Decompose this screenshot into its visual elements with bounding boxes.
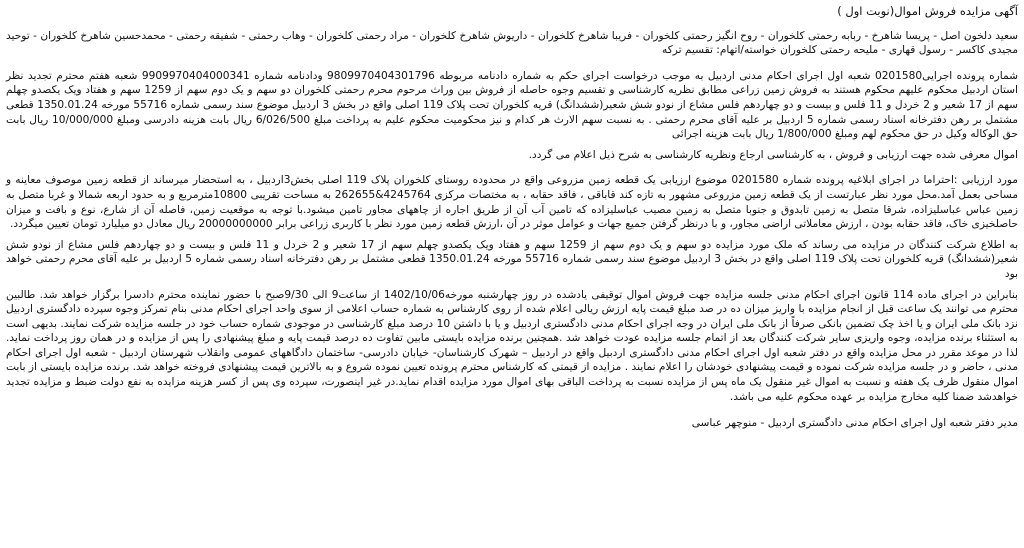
appraisal-paragraph: مورد ارزیابی :احتراما در اجرای ابلاغیه پرونده شماره 0201580 موضوع ارزیابی یک قطعه زمین مزروعی واقع در محدوده روستای کلخوران پلاک 119 اصلی بخش3اردبیل ، به استحضار میرساند از قطعه زمین موصوف معاینه و مساحی بعمل آمد.محل مورد نظر عبارتست از یک قطعه زمین مزروعی مشهور به تازه کند قاباقی ، فاقد حقابه ، به مختصات مرکزی 4245764&262655 به مساحت تقریبی 10800مترمربع و به حدود اربعه شمالا و غربا متصل به زمین عباس عباسلیزاده، شرقا متصل به زمین تابدوق و جنوبا متصل به زمین مصیب عباسلیزاده که تامین آب آن از طریق اجاره از چاههای مجاور تامین میشود.با توجه به موقعیت زمین، فاصله آن از شارع، نوع و بافت و میزان حاصلخیزی خاک، فاقد حقابه بودن ، ارزش معاملاتی اراضی مجاور، و با درنظر گرفتن جمیع جهات و عوامل موثر در آن ،ارزش قطعه زمین مورد نظر با کاربری زراعی برابر 20000000000 ریال معادل دو میلیارد تومان تعیین میگردد. bbox=[6, 174, 1018, 231]
parties-paragraph: سعید دلخون اصل - پریسا شاهرخ - ربابه رحمتی کلخوران - روح انگیز رحمتی کلخوران - فریبا شاهرخ کلخوران - داریوش شاهرخ کلخوران - مراد رحمتی کلخوران - وهاب رحمتی - شفیقه رحمتی - محمدحسین شاهرخ کلخوران - توحید مجیدی کاکسر - رسول قهاری - ملیحه رحمتی کلخوران خواسته/اتهام: تقسیم ترکه bbox=[6, 29, 1018, 57]
notice-title: آگهی مزایده فروش اموال(نوبت اول ) bbox=[837, 4, 1018, 18]
case-paragraph: شماره پرونده اجرایی0201580 شعبه اول اجرای احکام مدنی اردبیل به موجب درخواست اجرای حکم به شماره دادنامه مربوطه 9809970404301796 ودادنامه شماره 9909970404000341 شعبه هفتم محترم تجدید نظر استان اردبیل محکوم علیهم محکوم هستند به فروش زمین زراعی مطابق نظریه کارشناسی و تقسیم وجوه حاصله از فروش بین وراث مرحوم محرم رحمتی کلخوران دو سهم و یک دوم سهم از 1259 سهم و هفتاد ویک یکصدو چهلم سهم از 17 شعیر و 2 خردل و 11 فلس و بیست و دو چهاردهم فلس مشاع از نودو شش شعیر(ششدانگ) قریه کلخوران تحت پلاک 119 اصلی واقع در بخش 3 اردبیل موضوع سند رسمی شماره 55716 مورخه 1350.01.24 قطعی مشتمل بر رهن دفترخانه اسناد رسمی شماره 5 اردبیل بر علیه آقای محرم رحمتی . به نسبت سهم الارث هر کدام و نیز محکومیت محکوم علیم به پرداخت مبلغ 6/026/500 ریال بابت هزینه دادرسی ومبلغ 10/000/000 ریال بابت حق الوکاله وکیل در حق محکوم لهم ومبلغ 1/800/000 ریال بابت هزینه اجرائی bbox=[6, 69, 1018, 141]
terms-paragraph: بنابراین در اجرای ماده 114 قانون اجرای احکام مدنی جلسه مزایده جهت فروش اموال توقیفی یادشده در روز چهارشنبه مورخه1402/10/06 از ساعت9 الی 9/30صبح با حضور نماینده محترم دادسرا برگزار خواهد شد. طالبین محترم می توانند یک ساعت قبل از انجام مزایده با واریز میزان ده در صد مبلغ قیمت پایه ارزش ریالی اعلام شده از روی کارشناس به شماره حساب اعلامی از سوی واحد اجرای احکام مدنی بنام تمرکز وجوه سپرده دادگستری اردبیل نزد بانک ملی ایران و یا اخذ چک تضمین بانکی صرفاً از بانک ملی ایران در وجه اجرای احکام مدنی دادگستری اردبیل و یا با داشتن 10 درصد مبلغ کارشناسی در موجودی شماره حساب خود در جلسه مزایده شرکت نمایند. بدیهی است به استثناء برنده مزایده، وجوه واریزی سایر شرکت کنندگان بعد از اتمام جلسه مزایده عودت خواهد شد .همچنین برنده مزایده بایستی مابین تفاوت ده درصد قیمت پایه و مبلغ پیشنهادی را پس از مزایده و در همان روز پرداخت نماید. لذا در موعد مقرر در محل مزایده واقع در دفتر شعبه اول اجرای احکام مدنی دادگستری اردبیل واقع در اردبیل – شهرک کارشناسان- خیابان دادرسی- ساختمان دادگاههای عمومی وانقلاب شهرستان اردبیل - شعبه اول اجرای احکام مدنی ، حاضر و در جلسه مزایده شرکت نموده و قیمت پیشنهادی خودشان را اعلام نمایند . مزایده از قیمتی که کارشناس محترم پرونده تعیین نموده شروع و به بالاترین قیمت پیشنهادی فروخته خواهد شد. برنده مزایده بایستی از بابت اموال منقول ظرف یک هفته و نسبت به اموال غیر منقول یک ماه پس از مزایده نسبت به پرداخت الباقی بهای اموال مورد مزایده اقدام نماید.در غیر اینصورت، سپرده وی پس از کسر هزینه مزایده به نفع دولت ضبط و مزایده تجدید خواهدشد ضمنا کلیه مخارج مزایده بر عهده محکوم علیه می باشد. bbox=[6, 288, 1018, 403]
signature-line: مدیر دفتر شعبه اول اجرای احکام مدنی دادگستری اردبیل - منوچهر عباسی bbox=[691, 417, 1018, 430]
notice-paragraph: به اطلاع شرکت کنندگان در مزایده می رساند که ملک مورد مزایده دو سهم و یک دوم سهم از 1259 سهم و هفتاد ویک یکصدو چهلم سهم از 17 شعیر و 2 خردل و 11 فلس و بیست و دو چهاردهم فلس مشاع از نودو شش شعیر(ششدانگ) قریه کلخوران تحت پلاک 119 اصلی واقع در بخش 3 اردبیل موضوع سند رسمی شماره 55716 مورخه 1350.01.24 قطعی مشتمل بر رهن دفترخانه اسناد رسمی شماره 5 اردبیل بر علیه آقای محرم رحمتی خواهد بود bbox=[6, 238, 1019, 280]
intro-line: اموال معرفی شده جهت ارزیابی و فروش ، به کارشناسی ارجاع ونظریه کارشناسی به شرح ذیل اعلام می گردد. bbox=[528, 148, 1018, 161]
